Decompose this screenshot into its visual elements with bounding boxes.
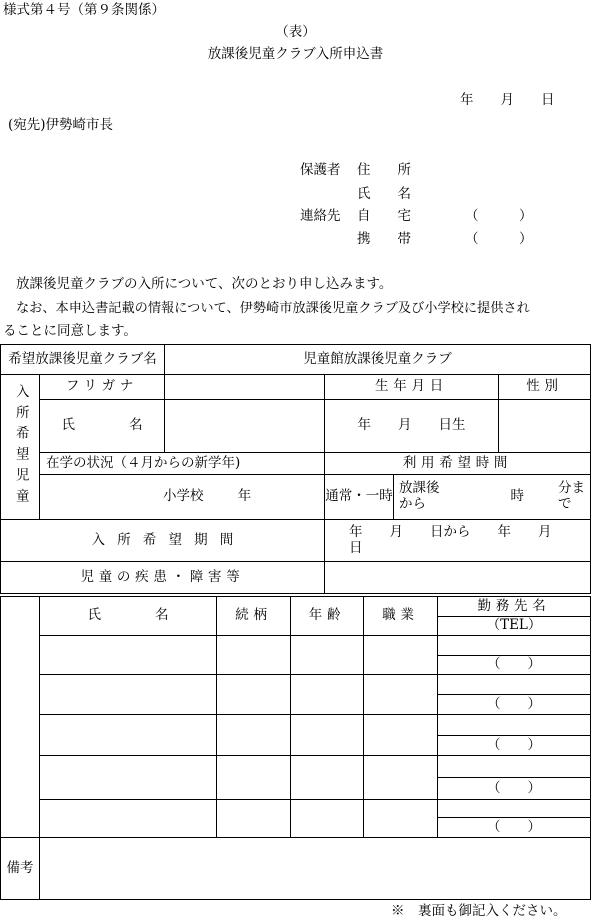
- relation-field[interactable]: [217, 675, 291, 715]
- usage-time-field[interactable]: [325, 475, 591, 520]
- remarks-field[interactable]: [40, 838, 591, 900]
- contact-label: 連絡先: [300, 208, 341, 224]
- usage-time-label: 利用希望時間: [325, 453, 591, 475]
- period-label: 入所希望期間: [1, 520, 325, 562]
- family-name-field[interactable]: [40, 715, 217, 756]
- age-field[interactable]: [291, 636, 364, 675]
- child-name-label: 氏 名: [40, 400, 165, 453]
- furigana-field[interactable]: [165, 375, 325, 400]
- intro-line-1: 放課後児童クラブの入所について、次のとおり申し込みます。: [16, 276, 393, 292]
- family-table: [0, 596, 591, 900]
- age-field[interactable]: [291, 800, 364, 838]
- guardian-label: 保護者: [300, 162, 341, 178]
- intro-line-2: なお、本申込書記載の情報について、伊勢崎市放課後児童クラブ及び小学校に提供され: [16, 301, 530, 316]
- school-status-label: 在学の状況（４月からの新学年): [40, 453, 325, 475]
- mobile-phone-label: 携 帯: [357, 231, 411, 247]
- family-name-field[interactable]: [40, 756, 217, 800]
- remarks-label: 備考: [1, 838, 40, 900]
- relation-field[interactable]: [217, 756, 291, 800]
- family-name-field[interactable]: [40, 636, 217, 675]
- relation-field[interactable]: [217, 715, 291, 756]
- school-grade-field[interactable]: [40, 475, 325, 520]
- relation-header: 続柄: [217, 597, 291, 636]
- minute-until-label: 分まで: [557, 480, 585, 512]
- job-field[interactable]: [364, 715, 438, 756]
- workplace-tel-field[interactable]: （ ）: [438, 778, 591, 800]
- job-header: 職業: [364, 597, 438, 636]
- age-field[interactable]: [291, 675, 364, 715]
- birth-date-label: 生年月日: [325, 375, 499, 400]
- workplace-field[interactable]: [438, 675, 591, 695]
- tel-header: （TEL）: [438, 617, 591, 636]
- illness-field[interactable]: [325, 562, 591, 594]
- job-field[interactable]: [364, 756, 438, 800]
- child-info-table: [0, 344, 591, 594]
- club-name-value[interactable]: 児童館放課後児童クラブ: [165, 345, 591, 375]
- addressee: (宛先)伊勢崎市長: [8, 117, 114, 133]
- age-header: 年齢: [291, 597, 364, 636]
- family-name-field[interactable]: [40, 675, 217, 715]
- school-label: 小学校: [163, 488, 204, 505]
- home-phone-field[interactable]: （ ）: [465, 208, 533, 224]
- workplace-field[interactable]: [438, 756, 591, 778]
- workplace-field[interactable]: [438, 715, 591, 736]
- workplace-tel-field[interactable]: （ ）: [438, 695, 591, 715]
- child-name-field[interactable]: [165, 400, 325, 453]
- family-side-cell: [1, 597, 40, 838]
- club-name-label: 希望放課後児童クラブ名: [1, 345, 165, 375]
- home-phone-label: 自 宅: [357, 208, 411, 224]
- hour-label: 時: [510, 488, 524, 505]
- form-number: 様式第４号（第９条関係）: [3, 2, 165, 18]
- address-label: 住 所: [357, 162, 411, 178]
- workplace-field[interactable]: [438, 800, 591, 838]
- sex-field[interactable]: [499, 400, 591, 453]
- illness-label: 児童の疾患・障害等: [1, 562, 325, 594]
- job-field[interactable]: [364, 636, 438, 675]
- workplace-field[interactable]: [438, 636, 591, 656]
- job-field[interactable]: [364, 800, 438, 838]
- furigana-label: フリガナ: [40, 375, 165, 400]
- relation-field[interactable]: [217, 636, 291, 675]
- usage-type-option[interactable]: 通常・一時: [325, 475, 394, 519]
- job-field[interactable]: [364, 675, 438, 715]
- sex-label: 性別: [499, 375, 591, 400]
- period-field[interactable]: 年 月 日から 年 月 日: [325, 520, 591, 562]
- workplace-tel-field[interactable]: （ ）: [438, 656, 591, 675]
- footer-note: ※ 裏面も御記入ください。: [391, 903, 567, 919]
- birth-date-field[interactable]: 年 月 日生: [325, 400, 499, 453]
- intro-line-3: ることに同意します。: [3, 323, 137, 339]
- family-name-header: 氏 名: [40, 597, 217, 636]
- grade-label: 年: [237, 488, 252, 505]
- workplace-tel-field[interactable]: （ ）: [438, 736, 591, 756]
- age-field[interactable]: [291, 715, 364, 756]
- applicant-child-side-label: 入所希望児童: [1, 375, 40, 520]
- relation-field[interactable]: [217, 800, 291, 838]
- after-school-label: 放課後から: [399, 480, 440, 512]
- mobile-phone-field[interactable]: （ ）: [465, 231, 533, 247]
- workplace-tel-field[interactable]: （ ）: [487, 819, 541, 835]
- age-field[interactable]: [291, 756, 364, 800]
- family-name-field[interactable]: [40, 800, 217, 838]
- workplace-header: 勤務先名: [438, 597, 591, 617]
- date-line: 年 月 日: [460, 92, 555, 108]
- name-label: 氏 名: [357, 186, 411, 202]
- omote-label: （表）: [275, 24, 316, 40]
- document-title: 放課後児童クラブ入所申込書: [207, 46, 384, 62]
